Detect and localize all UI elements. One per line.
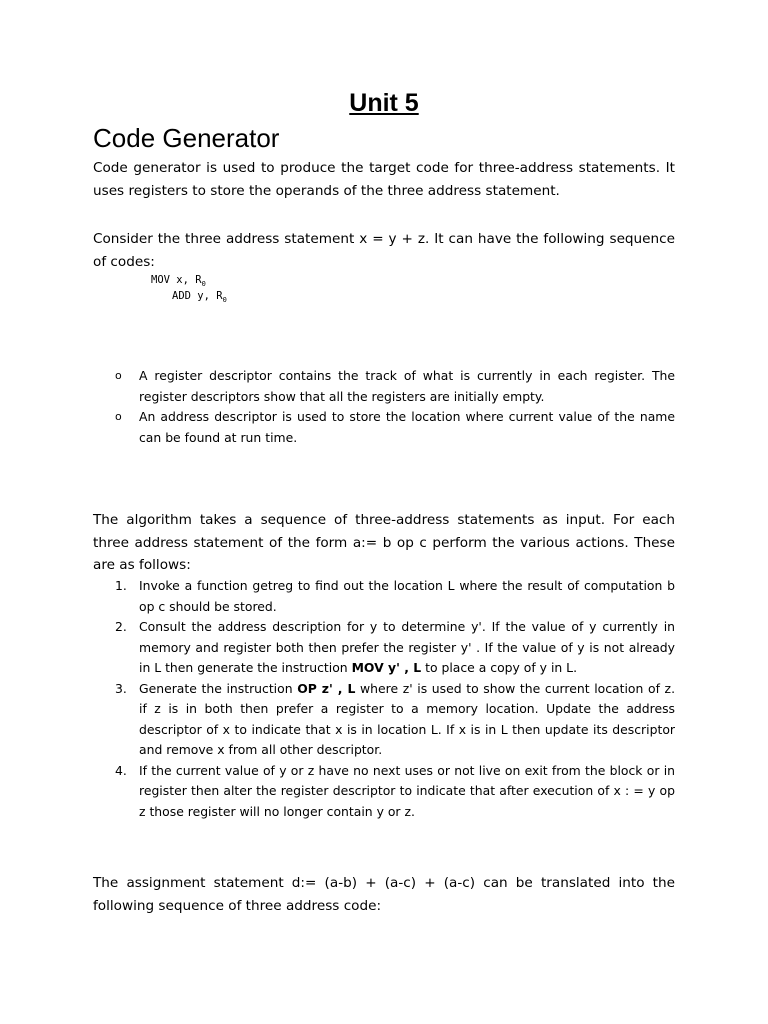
consider-paragraph: Consider the three address statement x = y + z. It can have the following sequence of codes:: [93, 231, 675, 270]
list-item: [93, 576, 675, 617]
step-text-after: to place a copy of y in L.: [421, 660, 578, 675]
step-number: 3.: [115, 680, 127, 696]
list-item: [93, 761, 675, 823]
list-item-text: A register descriptor contains the track of what is currently in each register. The register descriptors show that all the registers are initially empty.: [139, 368, 675, 404]
step-text: Generate the instruction: [139, 680, 298, 696]
list-item: [93, 366, 675, 407]
code-line-text: MOV x, R: [151, 274, 202, 286]
bullet-marker: o: [115, 369, 122, 382]
algorithm-steps: [93, 576, 675, 822]
section-title: Code Generator: [93, 123, 280, 153]
step-number: 1.: [115, 578, 127, 593]
assignment-paragraph: The assignment statement d:= (a-b) + (a-c) + (a-c) can be translated into the following sequence of three address code:: [93, 875, 675, 914]
list-item: [93, 617, 675, 679]
step-text: If the current value of y or z have no next uses or not live on exit from the block or in register then alter the register descriptor to indicate that after execution of x : = y op z those register will no longer contain y or z.: [139, 762, 675, 819]
code-line-subscript: 0: [222, 296, 227, 305]
code-line-add: [172, 289, 227, 308]
instruction-emphasis: MOV y' , L: [351, 660, 422, 675]
code-line-text: ADD y, R: [172, 290, 223, 302]
list-item: [93, 679, 675, 761]
step-text-after: where z' is used to show the current location of z. if z is in both then prefer a register to a memory location. Update the address descriptor of x to indicate that x is in location L. If x is in L then update its descriptor and remove x from all other descriptor.: [139, 680, 676, 757]
step-text: Invoke a function getreg to find out the location L where the result of computation b op c should be stored.: [139, 578, 675, 614]
bullet-marker: o: [115, 410, 122, 423]
descriptor-list: [93, 366, 675, 448]
algorithm-paragraph: The algorithm takes a sequence of three-address statements as input. For each three address statement of the form a:= b op c perform the various actions. These are as follows:: [93, 512, 675, 573]
unit-heading: Unit 5: [349, 89, 419, 117]
intro-paragraph: Code generator is used to produce the target code for three-address statements. It uses registers to store the operands of the three address statement.: [93, 160, 675, 199]
step-number: 4.: [115, 762, 127, 778]
list-item: [93, 407, 675, 448]
code-line-subscript: 0: [201, 280, 206, 289]
step-number: 2.: [115, 619, 127, 634]
instruction-emphasis: OP z' , L: [297, 680, 356, 696]
step-text: Consult the address description for y to determine y'. If the value of y currently in memory and register both then prefer the register y' . If the value of y is not already in L then generate the instruction: [139, 619, 675, 675]
list-item-text: An address descriptor is used to store the location where current value of the name can be found at run time.: [139, 409, 675, 445]
